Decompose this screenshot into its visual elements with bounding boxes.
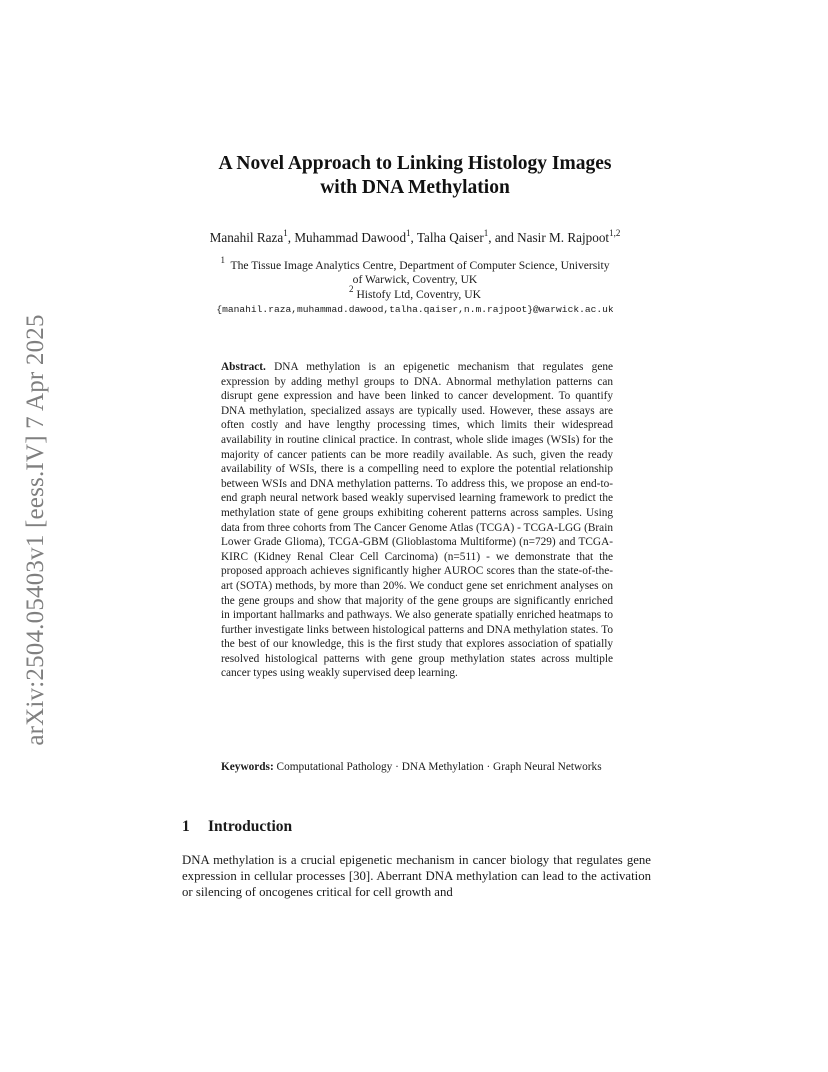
title-line-1: A Novel Approach to Linking Histology Images xyxy=(218,153,612,174)
author-conjunction: and xyxy=(494,230,514,245)
keywords xyxy=(221,760,613,775)
author-name: Muhammad Dawood xyxy=(294,230,407,245)
affil-1-line-1: The Tissue Image Analytics Centre, Department of Computer Science, University xyxy=(230,259,610,272)
section-heading xyxy=(182,818,292,836)
keywords-label: Keywords: xyxy=(221,761,274,773)
paper-title xyxy=(120,152,710,200)
author-name: Manahil Raza xyxy=(209,230,284,245)
abstract-text: DNA methylation is an epigenetic mechanism that regulates gene expression by adding methyl groups to DNA. Abnormal methylation patterns can disrupt gene expression and have been linked to cancer development. To quantify DNA methylation, specialized assays are typically used. However, these assays are often costly and have lengthy processing times, which limits their widespread availability in routine clinical practice. In contrast, whole slide images (WSIs) for the majority of cancer patients can be more readily available. As such, given the ready availability of WSIs, there is a compelling need to explore the potential relationship between WSIs and DNA methylation patterns. To address this, we propose an end-to-end graph neural network based weakly supervised learning framework to predict the methylation state of gene groups exhibiting coherent patterns across samples. Using data from three cohorts from The Cancer Genome Atlas (TCGA) - TCGA-LGG (Brain Lower Grade Glioma), TCGA-GBM (Glioblastoma Multiforme) (n=729) and TCGA-KIRC (Kidney Renal Clear Cell Carcinoma) (n=511) - we demonstrate that the proposed approach achieves significantly higher AUROC scores than the state-of-the-art (SOTA) methods, by more than 20%. We conduct gene set enrichment analyses on the gene groups and show that majority of the gene groups are significantly enriched in important hallmarks and pathways. We also generate spatially enriched heatmaps to further investigate links between histological patterns and DNA methylation states. To the best of our knowledge, this is the first study that explores association of spatially resolved histological patterns with gene group methylation states across multiple cancer types using weakly supervised deep learning. xyxy=(221,361,613,680)
arxiv-id-text: arXiv:2504.05403v1 [eess.IV] 7 Apr 2025 xyxy=(22,314,49,746)
author-name: Nasir M. Rajpoot xyxy=(517,230,610,245)
section-title: Introduction xyxy=(208,818,293,835)
abstract xyxy=(221,360,613,681)
author-name: Talha Qaiser xyxy=(416,230,484,245)
abstract-label: Abstract. xyxy=(221,361,266,373)
affil-1-line-2: of Warwick, Coventry, UK xyxy=(352,273,478,287)
intro-paragraph: DNA methylation is a crucial epigenetic mechanism in cancer biology that regulates gene expression in cellular processes [30]. Aberrant DNA methylation can lead to the activation or silencing of oncogenes critical for cell growth and xyxy=(182,853,651,900)
affil-mark: 2 xyxy=(349,283,354,294)
author-affil-mark: 1 xyxy=(406,227,411,238)
affil-mark: 1 xyxy=(220,255,225,266)
affil-2-line-1: Histofy Ltd, Coventry, UK xyxy=(356,287,481,301)
affiliations xyxy=(150,255,680,318)
title-line-2: with DNA Methylation xyxy=(320,177,510,198)
arxiv-identifier-stamp xyxy=(14,290,58,770)
author-affil-mark: 1,2 xyxy=(609,227,621,238)
author-affil-mark: 1 xyxy=(483,227,489,238)
section-number: 1 xyxy=(182,818,190,835)
author-list: Manahil Raza$^1$, Muhammad Dawood$^1$, Talha Qaiser$^1$, and Nasir M. Rajpoot$^{1,2}$ xyxy=(209,227,621,245)
author-emails: {manahil.raza,muhammad.dawood,talha.qaiser,n.m.rajpoot}@warwick.ac.uk xyxy=(216,304,614,316)
keywords-text: Computational Pathology · DNA Methylation · Graph Neural Networks xyxy=(276,761,602,773)
author-affil-mark: 1 xyxy=(283,227,288,238)
